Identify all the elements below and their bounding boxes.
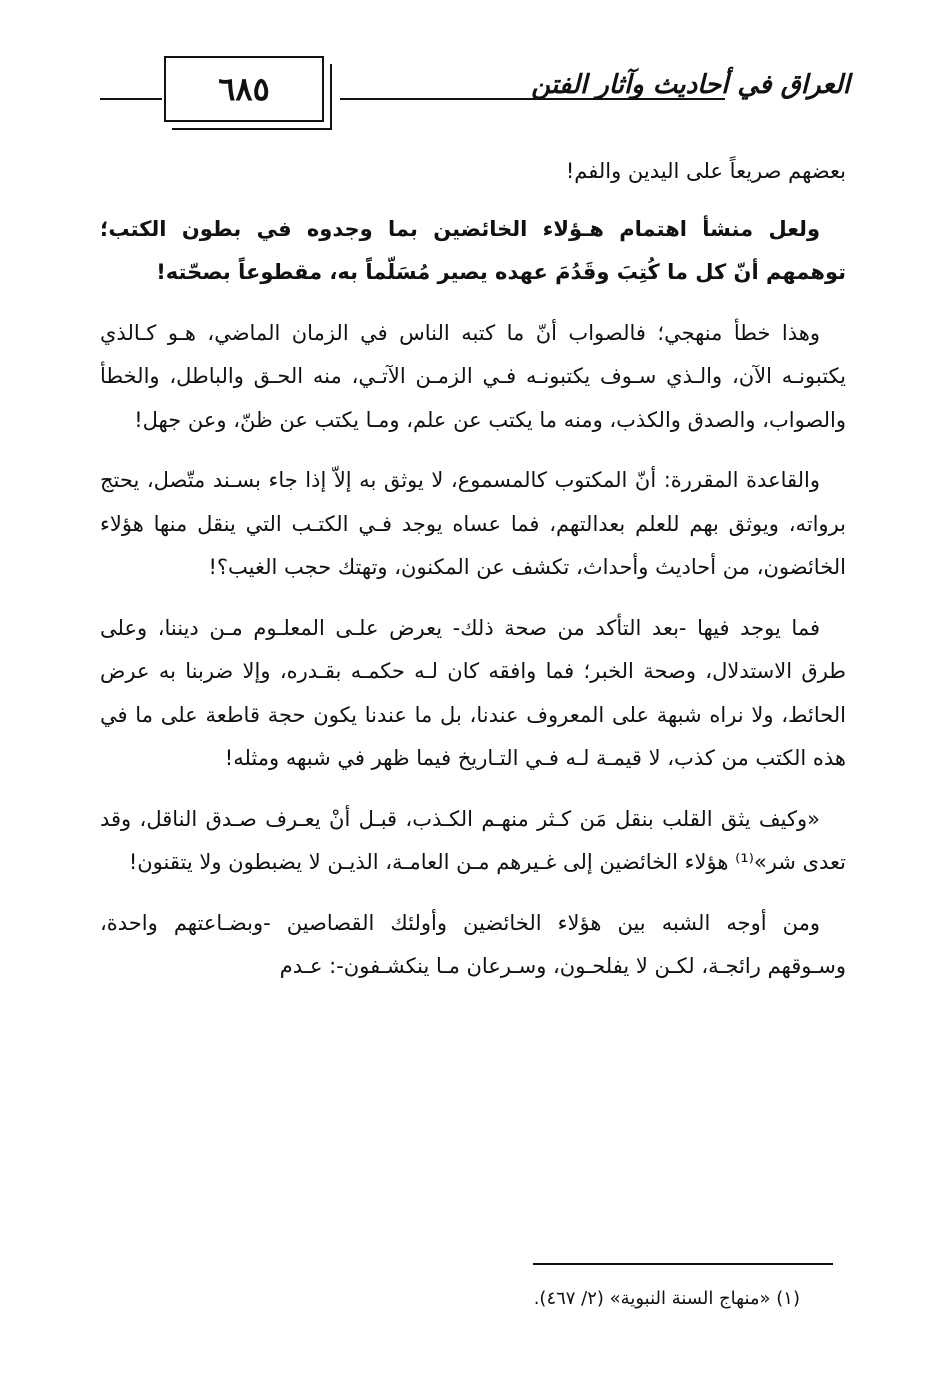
page-number-box (164, 56, 324, 122)
page-body (100, 150, 846, 1006)
paragraph-bold: ولعل منشأ اهتمام هـؤلاء الخائضين بما وجدوه في بطون الكتب؛ توهمهم أنّ كل ما كُتِبَ وقَدُمَ عهده يصير مُسَلّماً به، مقطوعاً بصحّته! (100, 216, 846, 284)
paragraph: «وكيف يثق القلب بنقل مَن كـثر منهـم الكـذب، قبـل أنْ يعـرف صـدق الناقل، وقد تعدى شر»⁽¹⁾ هؤلاء الخائضين إلى غـيرهم مـن العامـة، الذيـن لا يضبطون ولا يتقنون! (100, 806, 846, 874)
paragraph: والقاعدة المقررة: أنّ المكتوب كالمسموع، لا يوثق به إلاّ إذا جاء بسـند متّصل، يحتج برواته، ويوثق بهم للعلم بعدالتهم، فما عساه يوجد فـي الكتـب التي ينقل منها هؤلاء الخائضون، من أحاديث وأحداث، تكشف عن المكنون، وتهتك حجب الغيب؟! (100, 468, 846, 579)
book-title: العراق في أحاديث وآثار الفتن (531, 70, 850, 100)
paragraph: ومن أوجه الشبه بين هؤلاء الخائضين وأولئك القصاصين -وبضـاعتهم واحدة، وسـوقهم رائجـة، لكـن لا يفلحـون، وسـرعان مـا ينكشـفون-: عـدم (100, 910, 846, 978)
paragraph: فما يوجد فيها -بعد التأكد من صحة ذلك- يعرض علـى المعلـوم مـن ديننا، وعلى طرق الاستدلال، وصحة الخبر؛ فما وافقه كان لـه حكمـه بقـدره، وإلا ضربنا به عرض الحائط، ولا نراه شبهة على المعروف عندنا، بل ما عندنا يكون حجة قاطعة على ما في هذه الكتب من كذب، لا قيمـة لـه فـي التـاريخ فيما ظهر في شبهه ومثله! (100, 615, 846, 770)
page-number: ٦٨٥ (218, 70, 270, 108)
page-header (100, 46, 850, 136)
footnote: (١) «منهاج السنة النبوية» (٢/ ٤٦٧). (533, 1288, 800, 1309)
paragraph: وهذا خطأ منهجي؛ فالصواب أنّ ما كتبه الناس في الزمان الماضي، هـو كـالذي يكتبونـه الآن، والـذي سـوف يكتبونـه فـي الزمـن الآتـي، منه الحـق والباطل، والخطأ والصواب، والصدق والكذب، ومنه ما يكتب عن علم، ومـا يكتب عن ظنّ، وعن جهل! (100, 320, 846, 432)
header-rule-left (100, 98, 162, 100)
paragraph: بعضهم صريعاً على اليدين والفم! (565, 159, 846, 183)
footnote-divider (533, 1263, 833, 1265)
